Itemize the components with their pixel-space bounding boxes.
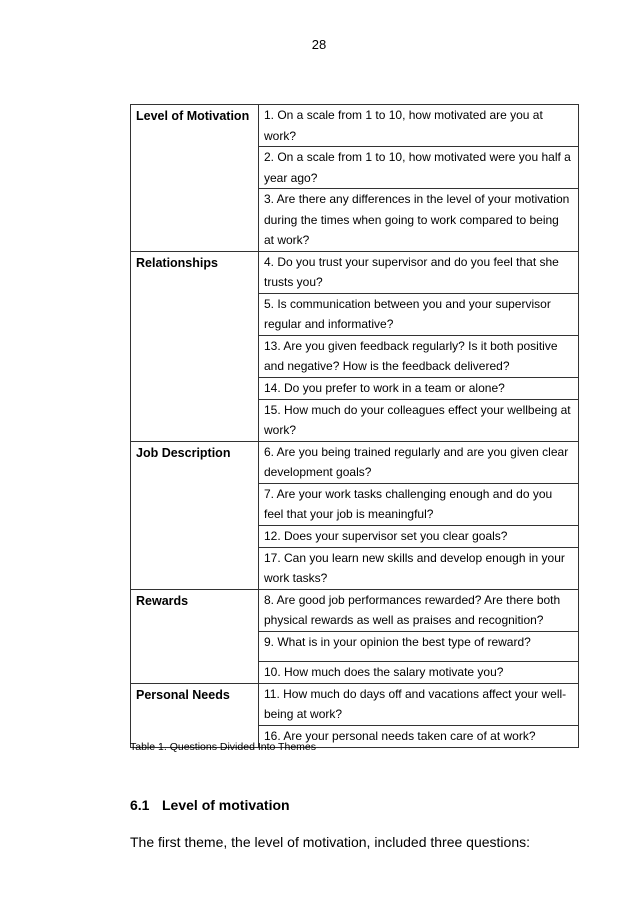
question-cell: 8. Are good job performances rewarded? Are there both physical rewards as well as praises and recognition? bbox=[259, 589, 579, 631]
table-row bbox=[131, 251, 579, 293]
question-cell: 11. How much do days off and vacations affect your well-being at work? bbox=[259, 683, 579, 725]
table-row bbox=[131, 105, 579, 147]
table-row bbox=[131, 683, 579, 725]
section-number: 6.1 bbox=[130, 797, 150, 813]
table-row bbox=[131, 589, 579, 631]
question-cell: 4. Do you trust your supervisor and do you feel that she trusts you? bbox=[259, 251, 579, 293]
question-cell: 14. Do you prefer to work in a team or alone? bbox=[259, 377, 579, 399]
table-row bbox=[131, 441, 579, 483]
theme-label: Relationships bbox=[131, 251, 259, 441]
page-number: 28 bbox=[311, 37, 327, 52]
question-cell: 17. Can you learn new skills and develop enough in your work tasks? bbox=[259, 547, 579, 589]
body-paragraph: The first theme, the level of motivation, included three questions: bbox=[130, 834, 530, 850]
themes-table bbox=[130, 104, 579, 748]
section-heading bbox=[130, 797, 290, 813]
question-cell: 5. Is communication between you and your supervisor regular and informative? bbox=[259, 293, 579, 335]
question-cell: 10. How much does the salary motivate you? bbox=[259, 661, 579, 683]
question-cell: 3. Are there any differences in the level of your motivation during the times when going to work compared to being at work? bbox=[259, 189, 579, 252]
question-cell: 13. Are you given feedback regularly? Is it both positive and negative? How is the feedback delivered? bbox=[259, 335, 579, 377]
table-caption: Table 1. Questions Divided Into Themes bbox=[130, 741, 316, 753]
theme-label: Personal Needs bbox=[131, 683, 259, 747]
question-cell: 12. Does your supervisor set you clear goals? bbox=[259, 525, 579, 547]
question-cell: 7. Are your work tasks challenging enough and do you feel that your job is meaningful? bbox=[259, 483, 579, 525]
question-cell: 6. Are you being trained regularly and are you given clear development goals? bbox=[259, 441, 579, 483]
theme-label: Level of Motivation bbox=[131, 105, 259, 252]
theme-label: Job Description bbox=[131, 441, 259, 589]
theme-label: Rewards bbox=[131, 589, 259, 683]
question-cell: 16. Are your personal needs taken care of at work? bbox=[259, 725, 579, 747]
question-cell: 1. On a scale from 1 to 10, how motivated are you at work? bbox=[259, 105, 579, 147]
question-cell: 15. How much do your colleagues effect your wellbeing at work? bbox=[259, 399, 579, 441]
question-cell: 2. On a scale from 1 to 10, how motivated were you half a year ago? bbox=[259, 147, 579, 189]
section-title: Level of motivation bbox=[162, 797, 290, 813]
question-cell: 9. What is in your opinion the best type of reward? bbox=[259, 631, 579, 661]
